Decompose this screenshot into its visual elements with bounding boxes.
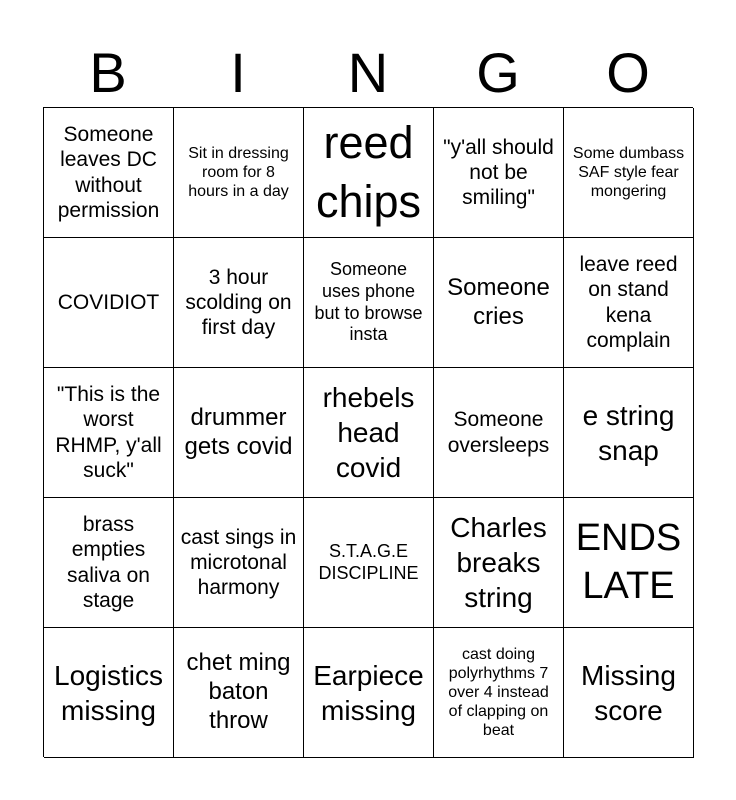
bingo-cell[interactable]: drummer gets covid <box>174 368 304 498</box>
bingo-cell[interactable]: leave reed on stand kena complain <box>564 238 694 368</box>
header-letter-b: B <box>89 41 127 104</box>
bingo-cell[interactable]: brass empties saliva on stage <box>44 498 174 628</box>
bingo-cell[interactable]: Sit in dressing room for 8 hours in a day <box>174 108 304 238</box>
bingo-cell[interactable]: e string snap <box>564 368 694 498</box>
bingo-cell[interactable]: COVIDIOT <box>44 238 174 368</box>
bingo-cell[interactable]: S.T.A.G.E DISCIPLINE <box>304 498 434 628</box>
bingo-cell[interactable]: Missing score <box>564 628 694 758</box>
bingo-cell[interactable]: Some dumbass SAF style fear mongering <box>564 108 694 238</box>
header-letter-i: I <box>230 41 246 104</box>
bingo-cell[interactable]: cast doing polyrhythms 7 over 4 instead of clapping on beat <box>434 628 564 758</box>
bingo-cell[interactable]: "This is the worst RHMP, y'all suck" <box>44 368 174 498</box>
bingo-cell[interactable]: ENDS LATE <box>564 498 694 628</box>
header-letter-g: G <box>476 41 520 104</box>
bingo-cell[interactable]: Someone leaves DC without permission <box>44 108 174 238</box>
bingo-header <box>43 40 693 106</box>
bingo-cell[interactable]: chet ming baton throw <box>174 628 304 758</box>
bingo-board <box>43 107 693 757</box>
bingo-cell[interactable]: 3 hour scolding on first day <box>174 238 304 368</box>
bingo-cell[interactable]: reed chips <box>304 108 434 238</box>
bingo-cell[interactable]: Charles breaks string <box>434 498 564 628</box>
bingo-cell[interactable]: rhebels head covid <box>304 368 434 498</box>
bingo-cell[interactable]: Earpiece missing <box>304 628 434 758</box>
bingo-cell[interactable]: Logistics missing <box>44 628 174 758</box>
bingo-cell[interactable]: Someone oversleeps <box>434 368 564 498</box>
header-letter-o: O <box>606 41 650 104</box>
bingo-cell[interactable]: Someone cries <box>434 238 564 368</box>
header-letter-n: N <box>347 41 389 104</box>
bingo-cell[interactable]: cast sings in microtonal harmony <box>174 498 304 628</box>
bingo-cell[interactable]: Someone uses phone but to browse insta <box>304 238 434 368</box>
bingo-cell[interactable]: "y'all should not be smiling" <box>434 108 564 238</box>
